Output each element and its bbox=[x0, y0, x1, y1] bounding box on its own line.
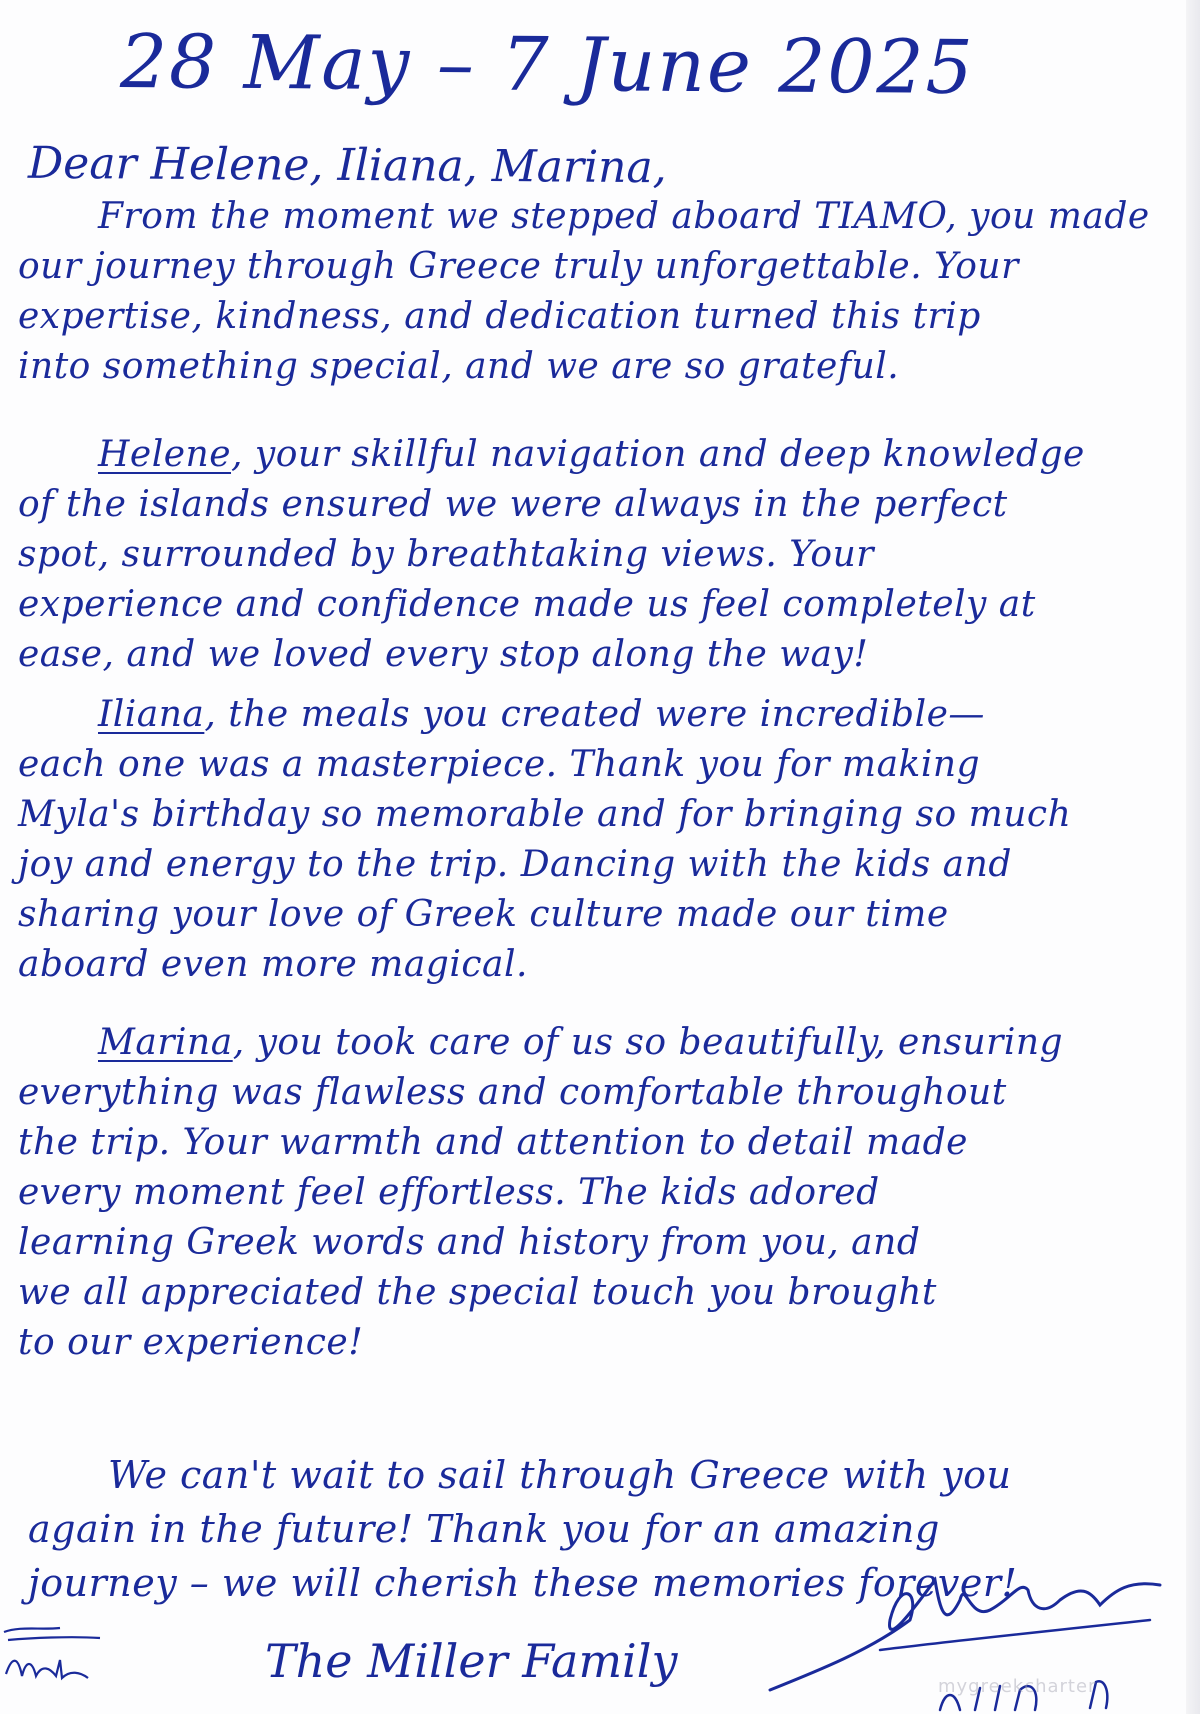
iliana-first-line bbox=[18, 690, 1178, 740]
marina-first-line-text: , you took care of us so beautifully, ensuring bbox=[232, 1022, 1064, 1063]
helene-line: ease, and we loved every stop along the way! bbox=[18, 634, 869, 675]
iliana-paragraph bbox=[18, 690, 1178, 990]
helene-name: Helene bbox=[98, 434, 232, 475]
closing-line: journey – we will cherish these memories forever! bbox=[28, 1561, 1018, 1605]
marina-line: we all appreciated the special touch you brought bbox=[18, 1272, 937, 1313]
signoff: The Miller Family bbox=[265, 1634, 678, 1688]
marina-paragraph bbox=[18, 1018, 1178, 1368]
marina-name: Marina bbox=[98, 1022, 233, 1063]
paper-edge-shadow bbox=[1186, 0, 1200, 1714]
helene-first-line bbox=[18, 430, 1178, 480]
iliana-line: aboard even more magical. bbox=[18, 944, 528, 985]
letter-date: 28 May – 7 June 2025 bbox=[119, 19, 975, 111]
marina-line: every moment feel effortless. The kids adored bbox=[18, 1172, 880, 1213]
helene-line: of the islands ensured we were always in the perfect bbox=[18, 484, 1008, 525]
intro-line: From the moment we stepped aboard TIAMO, you made bbox=[98, 196, 1150, 237]
iliana-line: sharing your love of Greek culture made our time bbox=[18, 894, 949, 935]
letter-greeting: Dear Helene, Iliana, Marina, bbox=[27, 137, 667, 194]
iliana-line: Myla's birthday so memorable and for bringing so much bbox=[18, 794, 1072, 835]
intro-line: our journey through Greece truly unforgettable. Your bbox=[18, 246, 1019, 287]
marina-line: learning Greek words and history from you, and bbox=[18, 1222, 921, 1263]
marina-line: everything was flawless and comfortable throughout bbox=[18, 1072, 1007, 1113]
marina-line: the trip. Your warmth and attention to detail made bbox=[18, 1122, 968, 1163]
helene-line: spot, surrounded by breathtaking views. Your bbox=[18, 534, 874, 575]
signature-scribble-left bbox=[0, 1616, 140, 1714]
marina-first-line bbox=[18, 1018, 1178, 1068]
helene-paragraph bbox=[18, 430, 1178, 680]
closing-line: We can't wait to sail through Greece with you bbox=[108, 1453, 1012, 1497]
intro-paragraph bbox=[18, 192, 1178, 392]
iliana-line: joy and energy to the trip. Dancing with the kids and bbox=[18, 844, 1012, 885]
helene-first-line-text: , your skillful navigation and deep knowledge bbox=[231, 434, 1085, 475]
watermark: mygreekcharter bbox=[938, 1676, 1097, 1697]
marina-line: to our experience! bbox=[18, 1322, 364, 1363]
helene-line: experience and confidence made us feel completely at bbox=[18, 584, 1036, 625]
iliana-name: Iliana bbox=[98, 694, 205, 735]
intro-line: into something special, and we are so grateful. bbox=[18, 346, 900, 387]
iliana-line: each one was a masterpiece. Thank you for making bbox=[18, 744, 981, 785]
intro-line: expertise, kindness, and dedication turned this trip bbox=[18, 296, 981, 337]
closing-line: again in the future! Thank you for an amazing bbox=[28, 1507, 940, 1551]
iliana-first-line-text: , the meals you created were incredible— bbox=[204, 694, 985, 735]
